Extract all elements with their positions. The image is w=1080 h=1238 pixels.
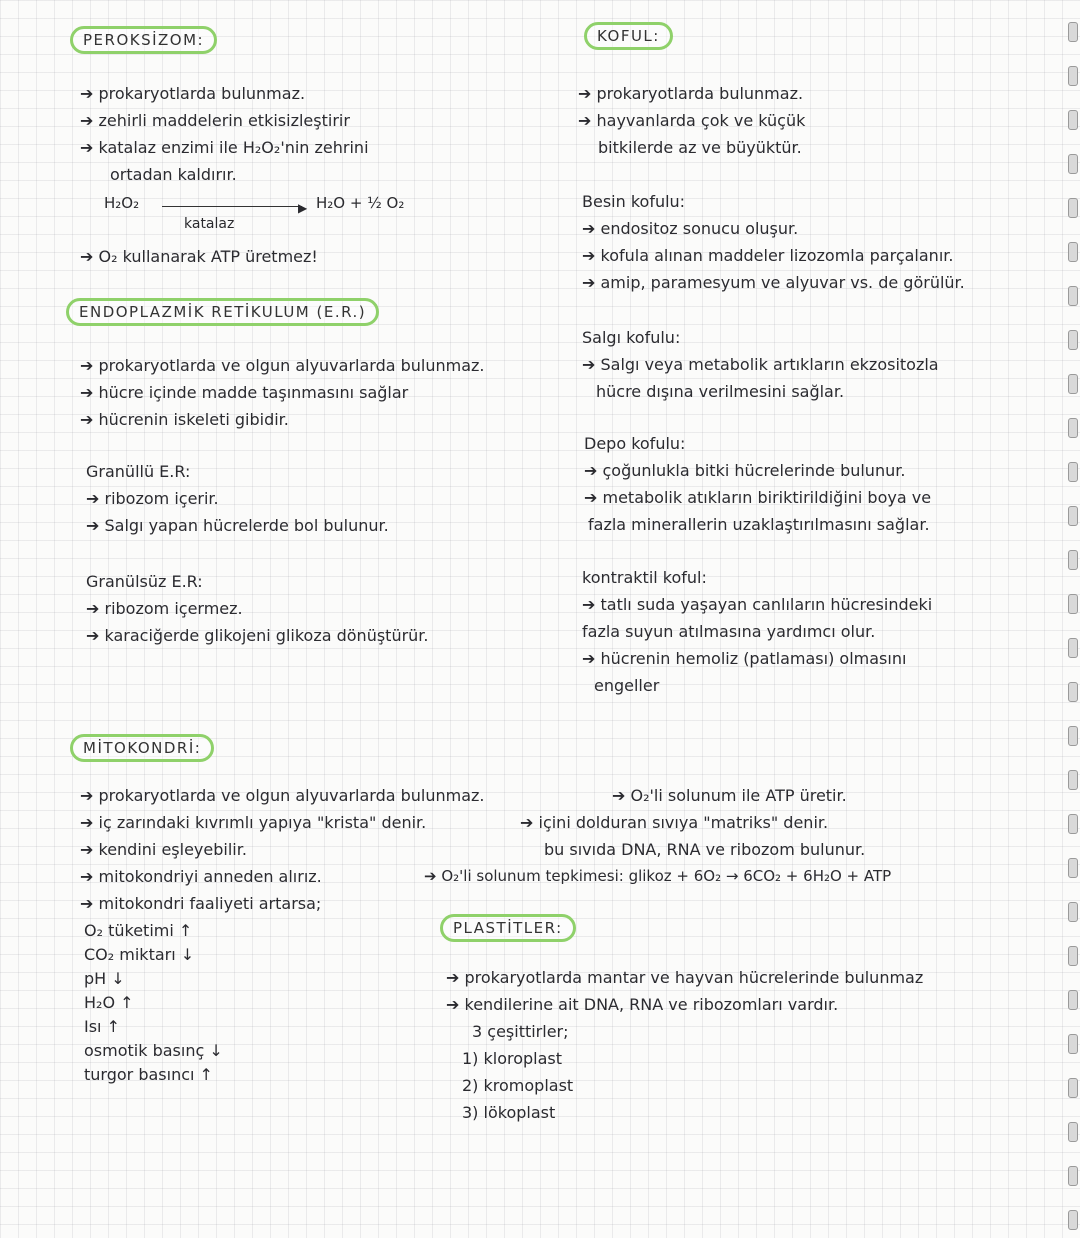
salgi-kofulu-line: hücre dışına verilmesini sağlar. <box>596 382 845 401</box>
depo-kofulu <box>584 430 931 538</box>
besin-kofulu-line: ➔ kofula alınan maddeler lizozomla parçalanır. <box>582 246 954 265</box>
plastitler-heading: PLASTİTLER: <box>440 914 576 942</box>
binding-hole <box>1068 374 1078 394</box>
plastitler-section <box>446 964 923 1126</box>
binding-hole <box>1068 66 1078 86</box>
reaction-right: H₂O + ½ O₂ <box>316 194 405 212</box>
granulsuz-er <box>86 568 429 649</box>
granullu-er <box>86 458 389 539</box>
granullu-er-title: Granüllü E.R: <box>86 462 191 481</box>
binding-hole <box>1068 242 1078 262</box>
peroksizom-line: ➔ prokaryotlarda bulunmaz. <box>80 84 306 103</box>
er-line: ➔ hücrenin iskeleti gibidir. <box>80 410 289 429</box>
mitokondri-effect: CO₂ miktarı ↓ <box>84 945 195 964</box>
peroksizom-section <box>80 80 369 188</box>
granulsuz-er-title: Granülsüz E.R: <box>86 572 203 591</box>
plastitler-line: ➔ kendilerine ait DNA, RNA ve ribozomları vardır. <box>446 995 839 1014</box>
binding-hole <box>1068 1078 1078 1098</box>
binding-hole <box>1068 594 1078 614</box>
mitokondri-effect: turgor basıncı ↑ <box>84 1065 213 1084</box>
mitokondri-matriks-line: bu sıvıda DNA, RNA ve ribozom bulunur. <box>544 840 866 859</box>
granulsuz-er-line: ➔ ribozom içermez. <box>86 599 243 618</box>
kontraktil-koful-line: ➔ hücrenin hemoliz (patlaması) olmasını <box>582 649 907 668</box>
binding-hole <box>1068 1166 1078 1186</box>
mitokondri-matriks-line: ➔ içini dolduran sıvıya "matriks" denir. <box>520 813 829 832</box>
plastitler-type: 2) kromoplast <box>462 1076 574 1095</box>
mitokondri-effect: osmotik basınç ↓ <box>84 1041 223 1060</box>
binding-hole <box>1068 154 1078 174</box>
plastitler-type: 1) kloroplast <box>462 1049 563 1068</box>
binding-hole <box>1068 418 1078 438</box>
kontraktil-koful-line: engeller <box>594 676 660 695</box>
binding-hole <box>1068 286 1078 306</box>
depo-kofulu-line: ➔ metabolik atıkların biriktirildiğini boya ve <box>584 488 932 507</box>
granullu-er-line: ➔ ribozom içerir. <box>86 489 219 508</box>
reaction-arrow <box>162 206 302 207</box>
binding-hole <box>1068 946 1078 966</box>
besin-kofulu <box>582 188 965 296</box>
mitokondri-line: ➔ mitokondriyi anneden alırız. <box>80 867 322 886</box>
binding-hole <box>1068 110 1078 130</box>
mitokondri-atp-line: ➔ O₂'li solunum ile ATP üretir. <box>612 786 847 805</box>
besin-kofulu-line: ➔ endositoz sonucu oluşur. <box>582 219 799 238</box>
mitokondri-reaction-line: ➔ O₂'li solunum tepkimesi: glikoz + 6O₂ → 6CO₂ + 6H₂O + ATP <box>424 867 892 885</box>
binding-hole <box>1068 22 1078 42</box>
binding-hole <box>1068 770 1078 790</box>
reaction-left: H₂O₂ <box>104 194 140 212</box>
mitokondri-line: ➔ iç zarındaki kıvrımlı yapıya "krista" denir. <box>80 813 427 832</box>
peroksizom-line: ➔ zehirli maddelerin etkisizleştirir <box>80 111 350 130</box>
notebook-binding <box>1066 0 1080 1238</box>
mitokondri-effects <box>84 919 223 1087</box>
depo-kofulu-line: fazla minerallerin uzaklaştırılmasını sağlar. <box>588 515 930 534</box>
er-section <box>80 352 485 433</box>
besin-kofulu-line: ➔ amip, paramesyum ve alyuvar vs. de görülür. <box>582 273 965 292</box>
er-line: ➔ hücre içinde madde taşınmasını sağlar <box>80 383 409 402</box>
mitokondri-effect: O₂ tüketimi ↑ <box>84 921 193 940</box>
plastitler-line: ➔ prokaryotlarda mantar ve hayvan hücrelerinde bulunmaz <box>446 968 924 987</box>
salgi-kofulu-title: Salgı kofulu: <box>582 328 681 347</box>
kontraktil-koful-line: fazla suyun atılmasına yardımcı olur. <box>582 622 876 641</box>
peroksizom-heading: PEROKSİZOM: <box>70 26 217 54</box>
depo-kofulu-title: Depo kofulu: <box>584 434 686 453</box>
mitokondri-effect: H₂O ↑ <box>84 993 134 1012</box>
binding-hole <box>1068 506 1078 526</box>
mitokondri-effect: Isı ↑ <box>84 1017 120 1036</box>
binding-hole <box>1068 638 1078 658</box>
peroksizom-line: ➔ katalaz enzimi ile H₂O₂'nin zehrini <box>80 138 369 157</box>
binding-hole <box>1068 1122 1078 1142</box>
peroksizom-line: ➔ O₂ kullanarak ATP üretmez! <box>80 247 318 266</box>
er-heading: ENDOPLAZMİK RETİKULUM (E.R.) <box>66 298 379 326</box>
kontraktil-koful-line: ➔ tatlı suda yaşayan canlıların hücresindeki <box>582 595 933 614</box>
kontraktil-koful <box>582 564 932 699</box>
binding-hole <box>1068 1034 1078 1054</box>
binding-hole <box>1068 726 1078 746</box>
binding-hole <box>1068 330 1078 350</box>
binding-hole <box>1068 462 1078 482</box>
besin-kofulu-title: Besin kofulu: <box>582 192 686 211</box>
mitokondri-effect: pH ↓ <box>84 969 125 988</box>
mitokondri-line: ➔ kendini eşleyebilir. <box>80 840 247 859</box>
mitokondri-line: ➔ mitokondri faaliyeti artarsa; <box>80 894 322 913</box>
binding-hole <box>1068 198 1078 218</box>
mitokondri-section <box>80 782 485 917</box>
katalaz-reaction <box>104 192 404 236</box>
er-line: ➔ prokaryotlarda ve olgun alyuvarlarda bulunmaz. <box>80 356 485 375</box>
binding-hole <box>1068 814 1078 834</box>
binding-hole <box>1068 1210 1078 1230</box>
salgi-kofulu <box>582 324 939 405</box>
binding-hole <box>1068 858 1078 878</box>
arrow-head-icon: ▶ <box>298 201 308 215</box>
koful-line: bitkilerde az ve büyüktür. <box>598 138 802 157</box>
koful-section <box>578 80 805 161</box>
granullu-er-line: ➔ Salgı yapan hücrelerde bol bulunur. <box>86 516 389 535</box>
plastitler-line: 3 çeşittirler; <box>472 1022 569 1041</box>
binding-hole <box>1068 902 1078 922</box>
peroksizom-line: ortadan kaldırır. <box>110 165 237 184</box>
salgi-kofulu-line: ➔ Salgı veya metabolik artıkların ekzositozla <box>582 355 939 374</box>
binding-hole <box>1068 990 1078 1010</box>
binding-hole <box>1068 682 1078 702</box>
binding-hole <box>1068 550 1078 570</box>
depo-kofulu-line: ➔ çoğunlukla bitki hücrelerinde bulunur. <box>584 461 906 480</box>
granulsuz-er-line: ➔ karaciğerde glikojeni glikoza dönüştürür. <box>86 626 429 645</box>
mitokondri-line: ➔ prokaryotlarda ve olgun alyuvarlarda bulunmaz. <box>80 786 485 805</box>
plastitler-type: 3) lökoplast <box>462 1103 556 1122</box>
mitokondri-heading: MİTOKONDRİ: <box>70 734 214 762</box>
koful-line: ➔ prokaryotlarda bulunmaz. <box>578 84 804 103</box>
kontraktil-koful-title: kontraktil koful: <box>582 568 707 587</box>
koful-line: ➔ hayvanlarda çok ve küçük <box>578 111 806 130</box>
reaction-enzyme: katalaz <box>184 216 235 232</box>
koful-heading: KOFUL: <box>584 22 673 50</box>
